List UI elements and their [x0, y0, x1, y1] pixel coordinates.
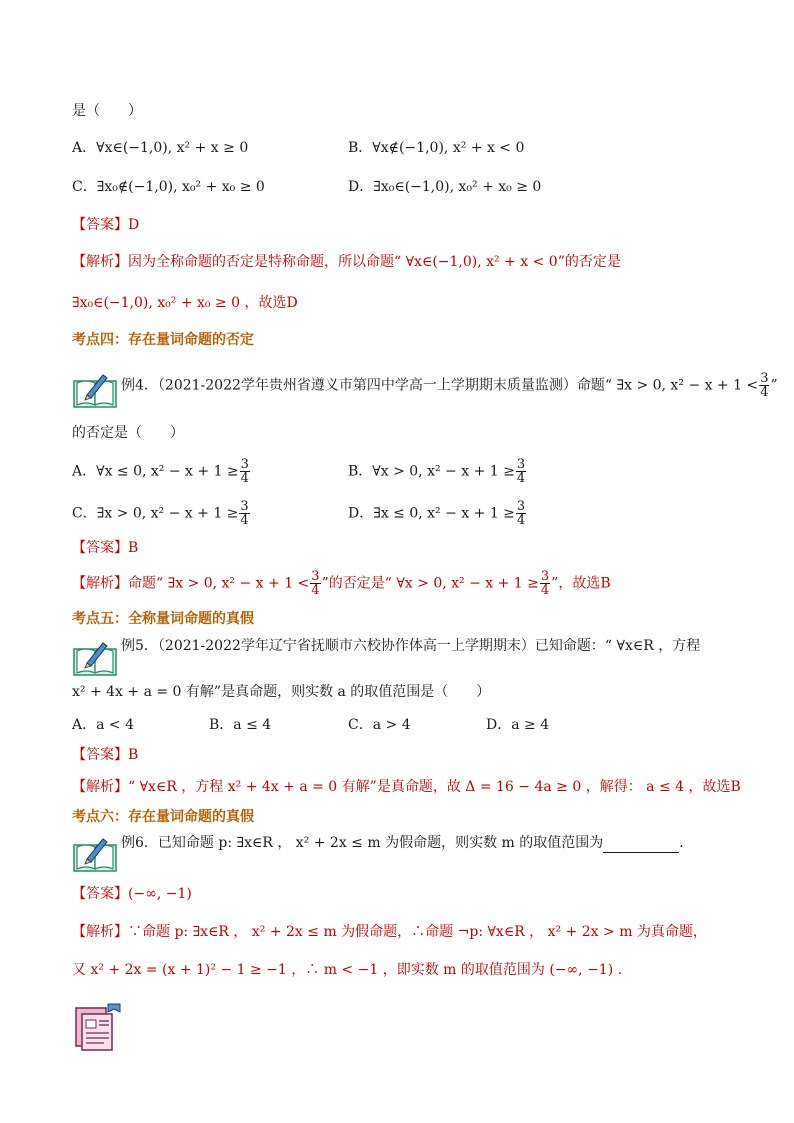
q3-analysis-2: ∃x₀∈(−1,0), x₀² + x₀ ≥ 0 ，故选D [72, 295, 298, 311]
book-pencil-icon [73, 369, 117, 409]
q4-option-c[interactable]: C．∃x > 0, x² − x + 1 ≥ $\frac{3}{4}$ [72, 499, 249, 528]
q5-option-a[interactable]: A．a < 4 [72, 717, 135, 733]
q5-answer: 【答案】B [72, 747, 139, 763]
q5-analysis: 【解析】“ ∀x∈R ，方程 x² + 4x + a = 0 有解”是真命题，故 Δ = 16 − 4a ≥ 0 ，解得： a ≤ 4 ，故选B [72, 779, 741, 795]
lead-line: 是（ ） [72, 103, 142, 119]
q4-analysis: 【解析】命题“ ∃x > 0, x² − x + 1 < $\frac{3}{4}$ ”的否定是“ ∀x > 0, x² − x + 1 ≥ $\frac{3}{4}$ ”，故选B [72, 569, 611, 598]
q6-analysis-1: 【解析】∵命题 p: ∃x∈R ， x² + 2x ≤ m 为假命题，∴命题 ¬p: ∀x∈R ， x² + 2x > m 为真命题， [72, 924, 707, 940]
q3-option-a[interactable]: A．∀x∈(−1,0), x² + x ≥ 0 [72, 140, 249, 156]
section-heading-6: 考点六：存在量词命题的真假 [72, 809, 254, 825]
q3-analysis-1: 【解析】因为全称命题的否定是特称命题，所以命题“ ∀x∈(−1,0), x² + x < 0”的否定是 [72, 254, 621, 270]
fraction-three-quarters: $\frac{3}{4}$ [760, 371, 769, 400]
q4-answer: 【答案】B [72, 540, 139, 556]
q6-answer: 【答案】(−∞, −1) [72, 886, 192, 902]
q3-option-b[interactable]: B．∀x∉(−1,0), x² + x < 0 [348, 140, 525, 156]
q4-stem-line-2: 的否定是（ ） [72, 425, 184, 441]
documents-icon [74, 1000, 122, 1052]
section-heading-4: 考点四：存在量词命题的否定 [72, 332, 254, 348]
answer-blank[interactable] [603, 838, 679, 853]
q6-stem: 例6．已知命题 p: ∃x∈R ， x² + 2x ≤ m 为假命题，则实数 m 的取值范围为 . [121, 835, 684, 851]
q3-option-d[interactable]: D．∃x₀∈(−1,0), x₀² + x₀ ≥ 0 [348, 179, 542, 195]
q4-option-b[interactable]: B．∀x > 0, x² − x + 1 ≥ $\frac{3}{4}$ [348, 457, 526, 486]
q3-answer: 【答案】D [72, 217, 140, 233]
q4-stem-line-1: 例4．（2021-2022学年贵州省遵义市第四中学高一上学期期末质量监测）命题“ ∃x > 0, x² − x + 1 < $\frac{3}{4}$ ” [121, 371, 778, 400]
section-heading-5: 考点五：全称量词命题的真假 [72, 611, 254, 627]
q3-option-c[interactable]: C．∃x₀∉(−1,0), x₀² + x₀ ≥ 0 [72, 179, 265, 195]
q5-option-d[interactable]: D．a ≥ 4 [486, 717, 550, 733]
q5-stem-line-2: x² + 4x + a = 0 有解”是真命题，则实数 a 的取值范围是（ ） [72, 684, 491, 700]
book-pencil-icon [73, 637, 117, 677]
q5-option-c[interactable]: C．a > 4 [348, 717, 411, 733]
q5-option-b[interactable]: B．a ≤ 4 [209, 717, 272, 733]
q5-stem-line-1: 例5．（2021-2022学年辽宁省抚顺市六校协作体高一上学期期末）已知命题：“ ∀x∈R ，方程 [121, 638, 701, 654]
book-pencil-icon [73, 833, 117, 873]
q4-option-a[interactable]: A．∀x ≤ 0, x² − x + 1 ≥ $\frac{3}{4}$ [72, 457, 249, 486]
q6-analysis-2: 又 x² + 2x = (x + 1)² − 1 ≥ −1 ，∴ m < −1 ，即实数 m 的取值范围为 (−∞, −1) . [72, 962, 623, 978]
q4-option-d[interactable]: D．∃x ≤ 0, x² − x + 1 ≥ $\frac{3}{4}$ [348, 499, 526, 528]
